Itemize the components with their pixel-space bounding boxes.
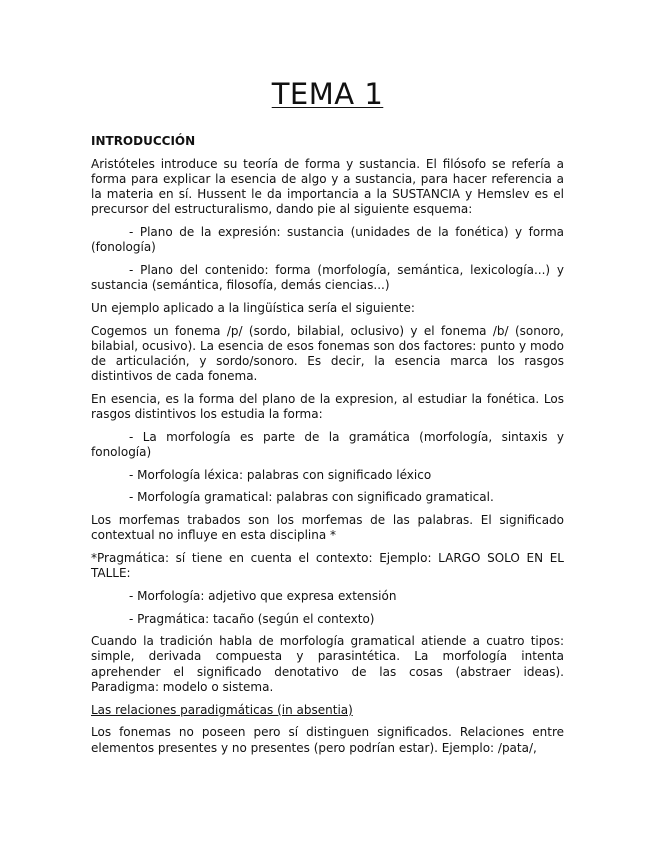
list-item-morfologia-gramatical: - Morfología gramatical: palabras con significado gramatical. xyxy=(129,490,494,505)
list-item-pragmatica-tacano: - Pragmática: tacaño (según el contexto) xyxy=(129,611,375,626)
paragraph-pragmatica: *Pragmática: sí tiene en cuenta el contexto: Ejemplo: LARGO SOLO EN EL TALLE: xyxy=(91,550,564,581)
paragraph-tradicion: Cuando la tradición habla de morfología gramatical atiende a cuatro tipos: simple, derivada compuesta y parasintética. La morfología intenta aprehender el significado denotativo de las cosas (abstraer ideas). Paradigma: modelo o sistema. xyxy=(91,634,564,694)
paragraph-ejemplo: Un ejemplo aplicado a la lingüística sería el siguiente: xyxy=(91,300,415,315)
document-body xyxy=(91,134,564,763)
list-item-morfologia-gramatica: - La morfología es parte de la gramática (morfología, sintaxis y fonología) xyxy=(91,429,564,459)
list-item-plano-contenido: - Plano del contenido: forma (morfología, semántica, lexicología...) y sustancia (semántica, filosofía, demás ciencias...) xyxy=(91,262,564,293)
paragraph-relaciones: Los fonemas no poseen pero sí distinguen significados. Relaciones entre elementos presentes y no presentes (pero podrían estar). Ejemplo: /pata/, xyxy=(91,725,564,755)
document-title: TEMA 1 xyxy=(271,77,384,111)
list-item-morfologia-lexica: - Morfología léxica: palabras con significado léxico xyxy=(129,467,432,482)
paragraph-fonemas: Cogemos un fonema /p/ (sordo, bilabial, oclusivo) y el fonema /b/ (sonoro, bilabial, ocusivo). La esencia de esos fonemas son dos factores: punto y modo de articulación, y sordo/sonoro. Es decir, la esencia marca los rasgos distintivos de cada fonema. xyxy=(91,323,564,384)
paragraph-aristoteles: Aristóteles introduce su teoría de forma y sustancia. El filósofo se refería a forma para explicar la esencia de algo y a sustancia, para hacer referencia a la materia en sí. Hussent le da importancia a la SUSTANCIA y Hemslev es el precursor del estructuralismo, dando pie al siguiente esquema: xyxy=(91,156,564,217)
list-item-morfologia-adjetivo: - Morfología: adjetivo que expresa extensión xyxy=(129,588,397,603)
subsection-heading: Las relaciones paradigmáticas (in absentia) xyxy=(91,702,353,717)
section-heading: INTRODUCCIÓN xyxy=(91,134,196,148)
paragraph-morfemas: Los morfemas trabados son los morfemas de las palabras. El significado contextual no influye en esta disciplina * xyxy=(91,513,564,543)
paragraph-esencia: En esencia, es la forma del plano de la expresion, al estudiar la fonética. Los rasgos distintivos los estudia la forma: xyxy=(91,391,564,422)
list-item-plano-expresion: - Plano de la expresión: sustancia (unidades de la fonética) y forma (fonología) xyxy=(91,225,564,255)
